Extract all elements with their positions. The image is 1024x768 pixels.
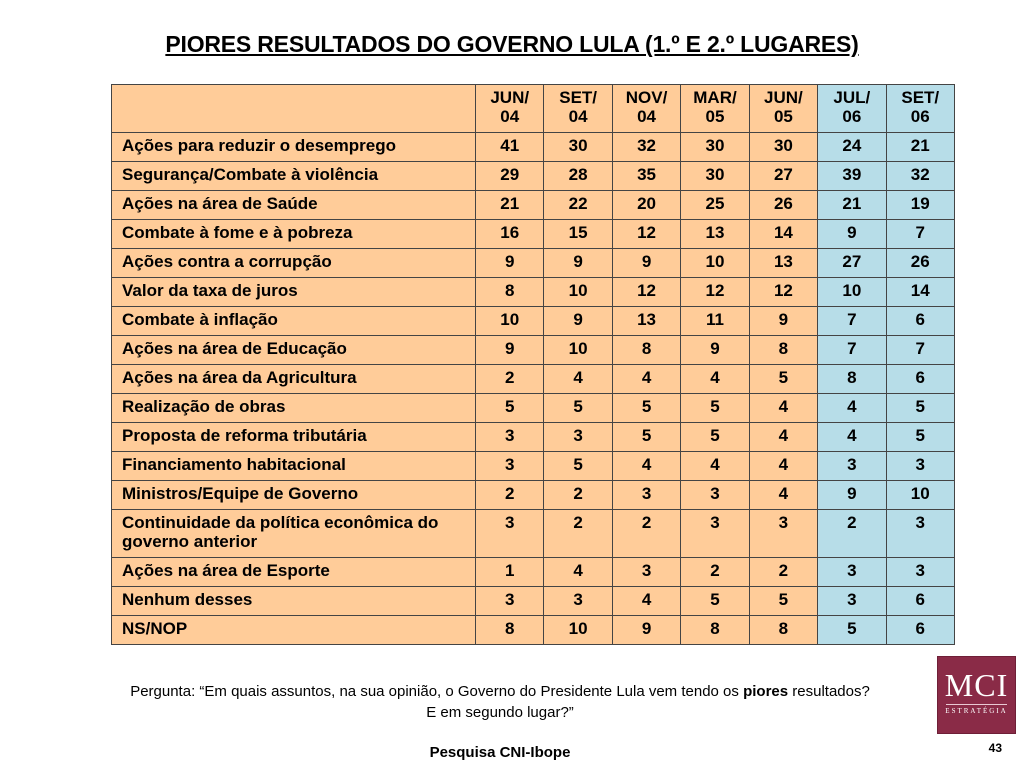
value-cell: 4: [612, 587, 680, 616]
row-label: Ações na área de Esporte: [112, 558, 476, 587]
value-cell: 12: [749, 278, 817, 307]
value-cell: 3: [886, 558, 954, 587]
column-header-year: 06: [910, 107, 930, 126]
value-cell: 10: [476, 307, 544, 336]
table-row: [112, 558, 955, 587]
value-cell: 4: [544, 558, 612, 587]
value-cell: 4: [749, 452, 817, 481]
column-header-period: JUL/: [833, 88, 871, 107]
row-label: NS/NOP: [112, 616, 476, 645]
value-cell: 8: [749, 616, 817, 645]
column-header-period: SET/: [901, 88, 940, 107]
value-cell: 3: [544, 423, 612, 452]
logo-main-text: MCI: [944, 667, 1009, 703]
row-label: Proposta de reforma tributária: [112, 423, 476, 452]
value-cell: 7: [886, 220, 954, 249]
column-header-period: SET/: [559, 88, 598, 107]
value-cell: 3: [818, 558, 886, 587]
column-header-year: 04: [568, 107, 588, 126]
table-row: [112, 510, 955, 558]
table-row: [112, 423, 955, 452]
value-cell: 6: [886, 365, 954, 394]
value-cell: 2: [544, 481, 612, 510]
value-cell: 9: [476, 336, 544, 365]
value-cell: 9: [544, 249, 612, 278]
table-row: [112, 278, 955, 307]
value-cell: 22: [544, 191, 612, 220]
value-cell: 13: [749, 249, 817, 278]
value-cell: 25: [681, 191, 749, 220]
header-corner-cell: [112, 85, 476, 133]
row-label: Segurança/Combate à violência: [112, 162, 476, 191]
table-row: [112, 133, 955, 162]
table-row: [112, 394, 955, 423]
value-cell: 3: [749, 510, 817, 558]
value-cell: 9: [612, 249, 680, 278]
value-cell: 5: [681, 423, 749, 452]
table-row: [112, 162, 955, 191]
value-cell: 10: [681, 249, 749, 278]
row-label: Ações para reduzir o desemprego: [112, 133, 476, 162]
column-header: [476, 85, 544, 133]
row-label: Combate à fome e à pobreza: [112, 220, 476, 249]
value-cell: 8: [476, 616, 544, 645]
column-header-period: NOV/: [625, 88, 668, 107]
value-cell: 41: [476, 133, 544, 162]
table-row: [112, 616, 955, 645]
value-cell: 6: [886, 587, 954, 616]
value-cell: 3: [681, 510, 749, 558]
value-cell: 8: [749, 336, 817, 365]
value-cell: 8: [476, 278, 544, 307]
value-cell: 10: [544, 336, 612, 365]
value-cell: 26: [749, 191, 817, 220]
value-cell: 7: [818, 336, 886, 365]
value-cell: 10: [818, 278, 886, 307]
row-label: Ações na área da Agricultura: [112, 365, 476, 394]
value-cell: 4: [818, 394, 886, 423]
value-cell: 3: [818, 452, 886, 481]
value-cell: 5: [886, 394, 954, 423]
value-cell: 12: [681, 278, 749, 307]
value-cell: 13: [612, 307, 680, 336]
logo-sub-text: ESTRATÉGIA: [945, 707, 1008, 715]
value-cell: 21: [886, 133, 954, 162]
value-cell: 3: [818, 587, 886, 616]
value-cell: 27: [818, 249, 886, 278]
row-label: Nenhum desses: [112, 587, 476, 616]
table-row: [112, 365, 955, 394]
value-cell: 5: [749, 365, 817, 394]
value-cell: 14: [749, 220, 817, 249]
value-cell: 30: [681, 133, 749, 162]
value-cell: 4: [681, 365, 749, 394]
value-cell: 8: [681, 616, 749, 645]
column-header-year: 05: [705, 107, 725, 126]
value-cell: 9: [544, 307, 612, 336]
value-cell: 9: [612, 616, 680, 645]
page-number: 43: [988, 741, 1002, 755]
value-cell: 1: [476, 558, 544, 587]
value-cell: 28: [544, 162, 612, 191]
column-header: [544, 85, 612, 133]
value-cell: 5: [818, 616, 886, 645]
value-cell: 12: [612, 278, 680, 307]
value-cell: 24: [818, 133, 886, 162]
value-cell: 2: [749, 558, 817, 587]
row-label: Realização de obras: [112, 394, 476, 423]
source-label: Pesquisa CNI-Ibope: [429, 744, 571, 761]
column-header-year: 04: [637, 107, 657, 126]
table-row: [112, 336, 955, 365]
value-cell: 5: [612, 423, 680, 452]
column-header-period: JUN/: [490, 88, 530, 107]
value-cell: 5: [476, 394, 544, 423]
value-cell: 2: [681, 558, 749, 587]
results-table: [111, 84, 955, 645]
value-cell: 9: [818, 481, 886, 510]
value-cell: 26: [886, 249, 954, 278]
value-cell: 3: [476, 510, 544, 558]
column-header: [612, 85, 680, 133]
row-label: Ministros/Equipe de Governo: [112, 481, 476, 510]
column-header-period: JUN/: [764, 88, 803, 107]
value-cell: 12: [612, 220, 680, 249]
question-emphasis: piores: [743, 683, 789, 700]
row-label: Financiamento habitacional: [112, 452, 476, 481]
value-cell: 4: [749, 481, 817, 510]
value-cell: 7: [818, 307, 886, 336]
value-cell: 5: [544, 452, 612, 481]
row-label: Combate à inflação: [112, 307, 476, 336]
value-cell: 21: [818, 191, 886, 220]
value-cell: 4: [544, 365, 612, 394]
value-cell: 16: [476, 220, 544, 249]
table-row: [112, 452, 955, 481]
value-cell: 4: [612, 452, 680, 481]
value-cell: 29: [476, 162, 544, 191]
value-cell: 20: [612, 191, 680, 220]
value-cell: 5: [886, 423, 954, 452]
table-row: [112, 307, 955, 336]
row-label: Ações na área de Educação: [112, 336, 476, 365]
value-cell: 19: [886, 191, 954, 220]
value-cell: 3: [544, 587, 612, 616]
value-cell: 30: [749, 133, 817, 162]
value-cell: 13: [681, 220, 749, 249]
value-cell: 3: [612, 481, 680, 510]
value-cell: 3: [476, 452, 544, 481]
value-cell: 9: [749, 307, 817, 336]
value-cell: 3: [681, 481, 749, 510]
value-cell: 10: [544, 616, 612, 645]
value-cell: 4: [749, 423, 817, 452]
logo-divider: [946, 704, 1007, 705]
column-header: [749, 85, 817, 133]
value-cell: 15: [544, 220, 612, 249]
value-cell: 2: [818, 510, 886, 558]
question-prefix: Pergunta: “Em quais assuntos, na sua opinião, o Governo do Presidente Lula vem tendo os: [130, 683, 744, 700]
table-row: [112, 481, 955, 510]
value-cell: 39: [818, 162, 886, 191]
value-cell: 8: [818, 365, 886, 394]
value-cell: 5: [544, 394, 612, 423]
table-header-row: [112, 85, 955, 133]
row-label: Ações na área de Saúde: [112, 191, 476, 220]
value-cell: 6: [886, 616, 954, 645]
value-cell: 30: [681, 162, 749, 191]
value-cell: 27: [749, 162, 817, 191]
value-cell: 3: [612, 558, 680, 587]
column-header: [681, 85, 749, 133]
value-cell: 3: [886, 510, 954, 558]
column-header-year: 04: [500, 107, 520, 126]
value-cell: 7: [886, 336, 954, 365]
column-header-period: MAR/: [693, 88, 737, 107]
value-cell: 2: [612, 510, 680, 558]
column-header-year: 05: [773, 107, 793, 126]
value-cell: 9: [681, 336, 749, 365]
value-cell: 10: [886, 481, 954, 510]
row-label: Continuidade da política econômica do governo anterior: [112, 510, 476, 558]
value-cell: 9: [818, 220, 886, 249]
value-cell: 3: [476, 587, 544, 616]
value-cell: 4: [818, 423, 886, 452]
value-cell: 32: [612, 133, 680, 162]
value-cell: 5: [749, 587, 817, 616]
value-cell: 4: [681, 452, 749, 481]
value-cell: 10: [544, 278, 612, 307]
value-cell: 21: [476, 191, 544, 220]
value-cell: 14: [886, 278, 954, 307]
row-label: Valor da taxa de juros: [112, 278, 476, 307]
value-cell: 5: [681, 394, 749, 423]
table-row: [112, 220, 955, 249]
value-cell: 30: [544, 133, 612, 162]
value-cell: 6: [886, 307, 954, 336]
column-header: [886, 85, 954, 133]
value-cell: 5: [612, 394, 680, 423]
question-suffix: resultados? E em segundo lugar?”: [426, 683, 870, 721]
mci-logo: [937, 656, 1016, 734]
column-header-year: 06: [842, 107, 862, 126]
value-cell: 2: [544, 510, 612, 558]
value-cell: 35: [612, 162, 680, 191]
value-cell: 3: [476, 423, 544, 452]
value-cell: 8: [612, 336, 680, 365]
table-row: [112, 191, 955, 220]
value-cell: 4: [749, 394, 817, 423]
value-cell: 32: [886, 162, 954, 191]
question-text: [130, 681, 870, 723]
value-cell: 11: [681, 307, 749, 336]
value-cell: 5: [681, 587, 749, 616]
table-row: [112, 249, 955, 278]
value-cell: 3: [886, 452, 954, 481]
page-title: PIORES RESULTADOS DO GOVERNO LULA (1.º E 2.º LUGARES): [165, 31, 859, 57]
column-header: [818, 85, 886, 133]
value-cell: 4: [612, 365, 680, 394]
value-cell: 2: [476, 481, 544, 510]
value-cell: 2: [476, 365, 544, 394]
table-row: [112, 587, 955, 616]
value-cell: 9: [476, 249, 544, 278]
row-label: Ações contra a corrupção: [112, 249, 476, 278]
